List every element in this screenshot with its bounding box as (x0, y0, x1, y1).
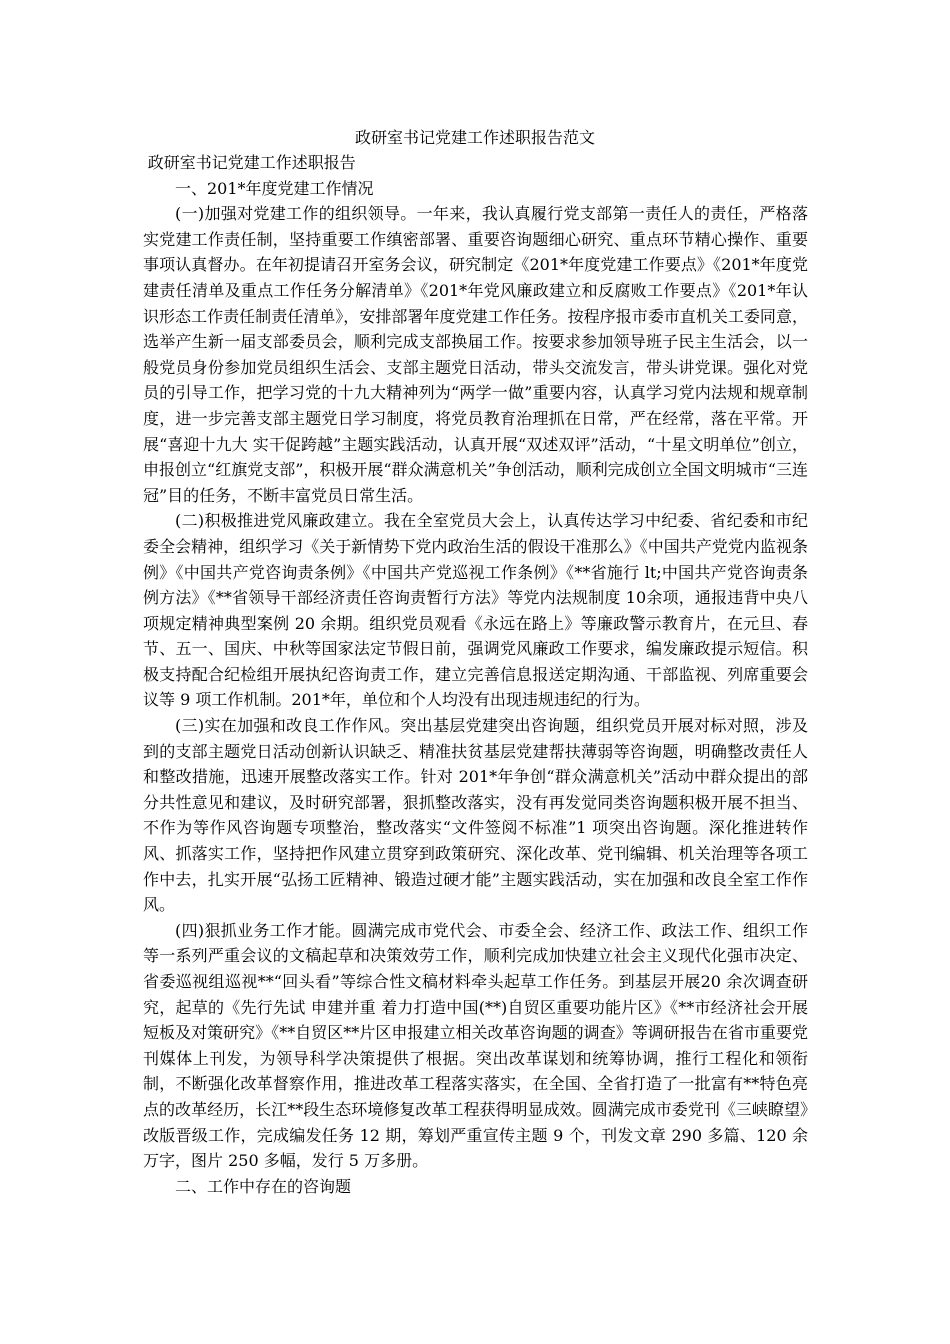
paragraph-organization-leadership: (一)加强对党建工作的组织领导。一年来，我认真履行党支部第一责任人的责任，严格落实党建工作责任制，坚持重要工作缜密部署、重要咨询题细心研究、重点环节精心操作、重要事项认真督办。在年初提请召开室务会议，研究制定《201*年度党建工作要点》《201*年度党建责任清单及重点工作任务分解清单》《201*年党风廉政建立和反腐败工作要点》《201*年认识形态工作责任制责任清单》，安排部署年度党建工作任务。按程序报市委市直机关工委同意，选举产生新一届支部委员会，顺利完成支部换届工作。按要求参加领导班子民主生活会，以一般党员身份参加党员组织生活会、支部主题党日活动，带头交流发言，带头讲党课。强化对党员的引导工作，把学习党的十九大精神列为“两学一做”重要内容，认真学习党内法规和规章制度，进一步完善支部主题党日学习制度，将党员教育治理抓在日常，严在经常，落在平常。开展“喜迎十九大 实干促跨越”主题实践活动，认真开展“双述双评”活动，“十星文明单位”创立，申报创立“红旗党支部”，积极开展“群众满意机关”争创活动，顺利完成创立全国文明城市“三连冠”目的任务，不断丰富党员日常生活。 (143, 204, 808, 505)
paragraph-work-style: (三)实在加强和改良工作作风。突出基层党建突出咨询题，组织党员开展对标对照，涉及到的支部主题党日活动创新认识缺乏、精准扶贫基层党建帮扶薄弱等咨询题，明确整改责任人和整改措施，迅速开展整改落实工作。针对 201*年争创“群众满意机关”活动中群众提出的部分共性意见和建议，及时研究部署，狠抓整改落实，没有再发觉同类咨询题积极开展不担当、不作为等作风咨询题专项整治，整改落实“文件签阅不标准”1 项突出咨询题。深化推进转作风、抓落实工作，坚持把作风建立贯穿到政策研究、深化改革、党刊编辑、机关治理等各项工作中去，扎实开展“弘扬工匠精神、锻造过硬才能”主题实践活动，实在加强和改良全室工作作风。 (143, 716, 808, 915)
paragraph-business-ability: (四)狠抓业务工作才能。圆满完成市党代会、市委全会、经济工作、政法工作、组织工作等一系列严重会议的文稿起草和决策效劳工作，顺利完成加快建立社会主义现代化强市决定、省委巡视组巡视**“回头看”等综合性文稿材料牵头起草工作任务。到基层开展20 余次调查研究，起草的《先行先试 申建并重 着力打造中国(**)自贸区重要功能片区》《**市经济社会开展短板及对策研究》《**自贸区**片区申报建立相关改革咨询题的调查》等调研报告在省市重要党刊媒体上刊发，为领导科学决策提供了根据。突出改革谋划和统筹协调，推行工程化和领衔制，不断强化改革督察作用，推进改革工程落实落实，在全国、全省打造了一批富有**特色亮点的改革经历，长江**段生态环境修复改革工程获得明显成效。圆满完成市委党刊《三峡瞭望》改版晋级工作，完成编发任务 12 期，筹划严重宣传主题 9 个，刊发文章 290 多篇、120 余万字，图片 250 多幅，发行 5 万多册。 (143, 920, 808, 1171)
document-body (143, 150, 808, 1199)
document-title: 政研室书记党建工作述职报告范文 (354, 128, 595, 147)
section-1-heading: 一、201*年度党建工作情况 (175, 178, 374, 198)
section-2-heading: 二、工作中存在的咨询题 (175, 1176, 352, 1196)
report-subtitle: 政研室书记党建工作述职报告 (147, 153, 356, 172)
paragraph-party-conduct: (二)积极推进党风廉政建立。我在全室党员大会上，认真传达学习中纪委、省纪委和市纪委全会精神，组织学习《关于新情势下党内政治生活的假设干准那么》《中国共产党党内监视条例》《中国共产党咨询责条例》《中国共产党巡视工作条例》《**省施行 lt;中国共产党咨询责条例方法》《**省领导干部经济责任咨询责暂行方法》等党内法规制度 10余项，通报违背中央八项规定精神典型案例 20 余期。组织党员观看《永远在路上》等廉政警示教育片，在元旦、春节、五一、国庆、中秋等国家法定节假日前，强调党风廉政工作要求，编发廉政提示短信。积极支持配合纪检组开展执纪咨询责工作，建立完善信息报送定期沟通、干部监视、列席重要会议等 9 项工作机制。201*年，单位和个人均没有出现违规违纪的行为。 (143, 511, 808, 710)
